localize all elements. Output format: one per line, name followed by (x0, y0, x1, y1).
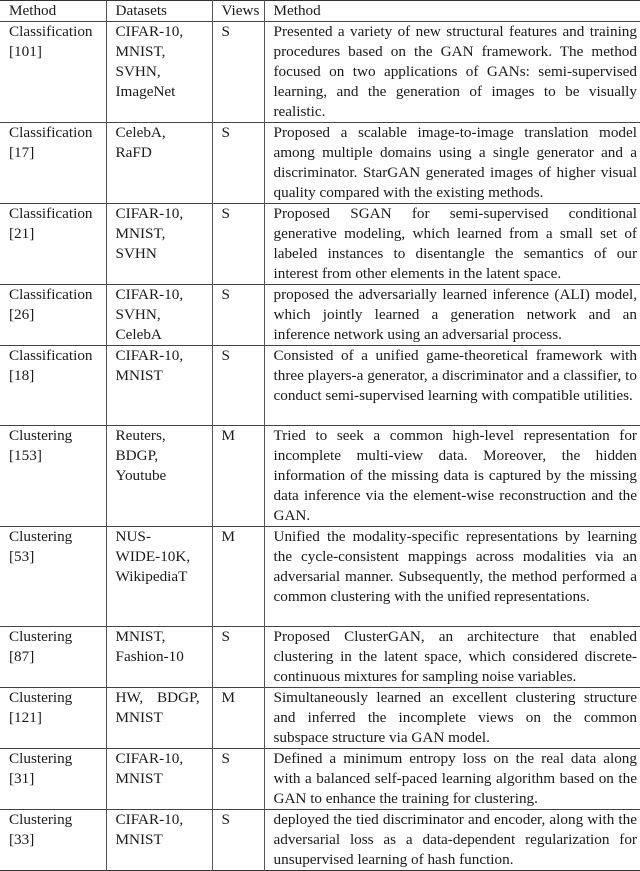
method-name: Clustering (9, 628, 73, 645)
description-cell: proposed the adversarially learned inference (ALI) model, which jointly learned a generation network and an inference network using an adversarial process. (264, 285, 640, 346)
table-row (0, 204, 640, 285)
header-datasets: Datasets (106, 1, 212, 22)
views-cell: S (212, 204, 264, 285)
method-name: Classification (9, 205, 93, 222)
table-row (0, 527, 640, 627)
views-cell: S (212, 627, 264, 688)
dataset-name: CIFAR-10, (115, 23, 184, 40)
method-name: Classification (9, 124, 93, 141)
method-cell (0, 426, 106, 527)
method-cell (0, 22, 106, 123)
description-cell: Tried to seek a common high-level representation for incomplete multi-view data. Moreover, the hidden information of the missing data is captured by the missing data inference via the element-wise reconstruction and the GAN. (264, 426, 640, 527)
citation-ref: [101] (9, 43, 42, 60)
description-cell: Simultaneously learned an excellent clustering structure and inferred the incomplete views on the common subspace structure via GAN model. (264, 688, 640, 749)
description-cell: Defined a minimum entropy loss on the real data along with a balanced self-paced learning algorithm based on the GAN to enhance the training for clustering. (264, 749, 640, 810)
datasets-cell (106, 204, 212, 285)
dataset-name: MNIST (115, 709, 163, 726)
dataset-name: Reuters, (115, 427, 166, 444)
dataset-name: Youtube (115, 467, 167, 484)
citation-ref: [153] (9, 447, 42, 464)
method-name: Classification (9, 347, 93, 364)
citation-ref: [26] (9, 306, 35, 323)
table-row (0, 285, 640, 346)
views-cell: M (212, 527, 264, 627)
views-cell: S (212, 22, 264, 123)
views-cell: M (212, 426, 264, 527)
header-description: Method (264, 1, 640, 22)
header-row (0, 1, 640, 22)
dataset-name: CIFAR-10, (115, 347, 184, 364)
datasets-cell (106, 346, 212, 426)
method-cell (0, 346, 106, 426)
table-row (0, 22, 640, 123)
dataset-name: SVHN (115, 245, 157, 262)
dataset-name: SVHN, (115, 306, 161, 323)
method-cell (0, 810, 106, 871)
citation-ref: [33] (9, 831, 35, 848)
datasets-cell (106, 527, 212, 627)
datasets-cell (106, 688, 212, 749)
dataset-name: MNIST (115, 831, 163, 848)
description-cell: Proposed ClusterGAN, an architecture that enabled clustering in the latent space, which considered discrete-continuous mixtures for sampling noise variables. (264, 627, 640, 688)
citation-ref: [18] (9, 367, 35, 384)
views-cell: S (212, 123, 264, 204)
method-cell (0, 749, 106, 810)
table-row (0, 688, 640, 749)
dataset-name: CIFAR-10, (115, 286, 184, 303)
datasets-cell (106, 426, 212, 527)
dataset-name: NUS- (115, 528, 151, 545)
method-name: Clustering (9, 528, 73, 545)
datasets-cell (106, 627, 212, 688)
method-name: Clustering (9, 689, 73, 706)
method-cell (0, 285, 106, 346)
dataset-name: RaFD (115, 144, 152, 161)
table-body (0, 22, 640, 871)
dataset-name: ImageNet (115, 83, 176, 100)
datasets-cell (106, 22, 212, 123)
header-method: Method (9, 2, 57, 19)
table-row (0, 123, 640, 204)
method-name: Classification (9, 286, 93, 303)
dataset-name: Fashion-10 (115, 648, 184, 665)
citation-ref: [21] (9, 225, 35, 242)
dataset-name: MNIST (115, 367, 163, 384)
description-cell: Proposed SGAN for semi-supervised conditional generative modeling, which learned from a small set of labeled instances to disentangle the semantics of our interest from other elements in the latent space. (264, 204, 640, 285)
method-name: Clustering (9, 427, 73, 444)
method-cell (0, 527, 106, 627)
dataset-name: MNIST, (115, 225, 166, 242)
method-name: Clustering (9, 811, 73, 828)
table-row (0, 810, 640, 871)
method-name: Clustering (9, 750, 73, 767)
method-cell (0, 627, 106, 688)
datasets-cell (106, 285, 212, 346)
datasets-cell (106, 810, 212, 871)
method-cell (0, 688, 106, 749)
views-cell: M (212, 688, 264, 749)
dataset-name: MNIST (115, 770, 163, 787)
dataset-name: WIDE-10K, (115, 548, 191, 565)
method-name: Classification (9, 23, 93, 40)
views-cell: S (212, 749, 264, 810)
dataset-name: CelebA (115, 326, 162, 343)
description-cell: deployed the tied discriminator and encoder, along with the adversarial loss as a data-dependent regularization for unsupervised learning of hash function. (264, 810, 640, 871)
dataset-name: CIFAR-10, (115, 811, 184, 828)
method-cell (0, 204, 106, 285)
views-cell: S (212, 810, 264, 871)
dataset-name: WikipediaT (115, 568, 188, 585)
citation-ref: [31] (9, 770, 35, 787)
description-cell: Proposed a scalable image-to-image translation model among multiple domains using a single generator and a discriminator. StarGAN generated images of higher visual quality compared with the existing methods. (264, 123, 640, 204)
table-row (0, 749, 640, 810)
dataset-name: MNIST, (115, 628, 166, 645)
datasets-cell (106, 749, 212, 810)
dataset-name: HW, BDGP, (115, 689, 200, 706)
dataset-name: CelebA, (115, 124, 166, 141)
citation-ref: [121] (9, 709, 42, 726)
description-cell: Presented a variety of new structural features and training procedures based on the GAN framework. The method focused on two applications of GANs: semi-supervised learning, and the generation of images to be visually realistic. (264, 22, 640, 123)
dataset-name: CIFAR-10, (115, 205, 184, 222)
dataset-name: SVHN, (115, 63, 161, 80)
datasets-cell (106, 123, 212, 204)
table-row (0, 346, 640, 426)
views-cell: S (212, 285, 264, 346)
citation-ref: [87] (9, 648, 35, 665)
header-views: Views (212, 1, 264, 22)
method-cell (0, 123, 106, 204)
table-header (0, 1, 640, 22)
description-cell: Consisted of a unified game-theoretical framework with three players-a generator, a discriminator and a classifier, to conduct semi-supervised learning with compatible utilities. (264, 346, 640, 426)
table-row (0, 627, 640, 688)
dataset-name: BDGP, (115, 447, 159, 464)
dataset-name: CIFAR-10, (115, 750, 184, 767)
table-row (0, 426, 640, 527)
citation-ref: [53] (9, 548, 35, 565)
views-cell: S (212, 346, 264, 426)
description-cell: Unified the modality-specific representations by learning the cycle-consistent mappings across modalities via an adversarial manner. Subsequently, the method performed a common clustering with the unified representations. (264, 527, 640, 627)
citation-ref: [17] (9, 144, 35, 161)
dataset-name: MNIST, (115, 43, 166, 60)
